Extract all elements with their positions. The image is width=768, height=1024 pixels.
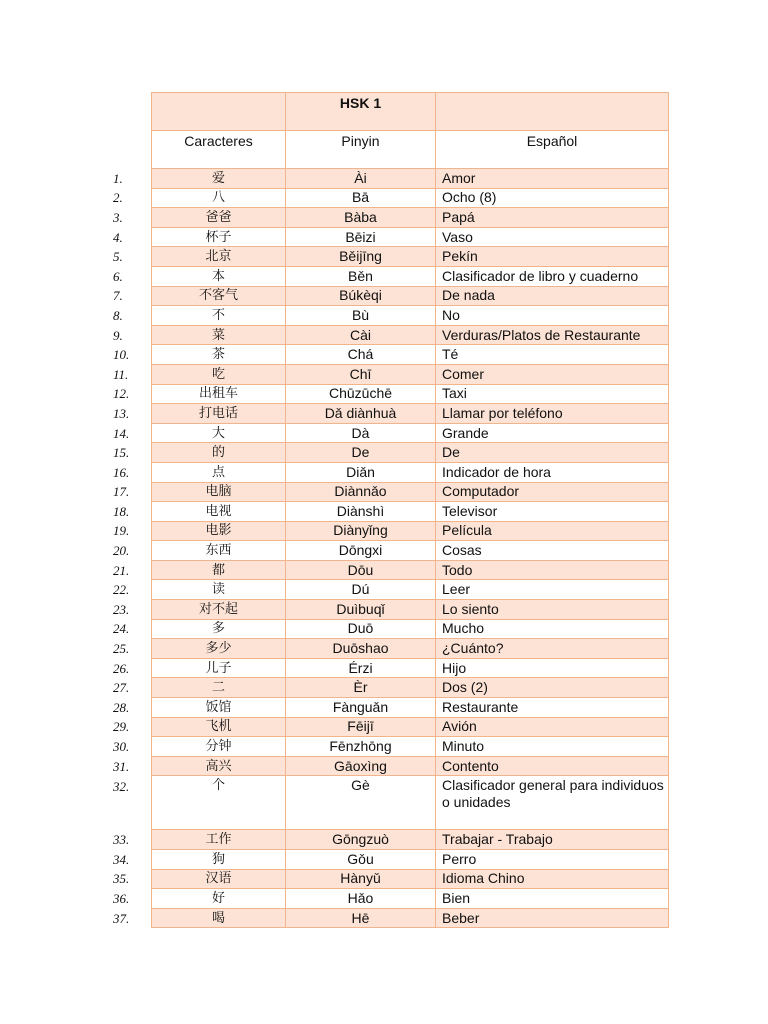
hanzi-cell: [113, 908, 286, 928]
hanzi-text: 工作: [205, 832, 232, 848]
table-title-row: [152, 93, 669, 131]
hanzi-cell: [113, 482, 286, 502]
hanzi-cell: [113, 364, 286, 384]
spanish-cell: Taxi: [436, 384, 669, 404]
table-row: [152, 639, 669, 659]
table-title: HSK 1: [286, 93, 436, 131]
table-row: [152, 600, 669, 620]
pinyin-cell: Gāoxìng: [286, 756, 436, 776]
row-number: 13.: [113, 405, 130, 421]
row-number: 5.: [113, 249, 123, 265]
row-number: 9.: [113, 327, 123, 343]
pinyin-cell: Érzi: [286, 658, 436, 678]
hanzi-cell: [113, 619, 286, 639]
pinyin-cell: Gōngzuò: [286, 830, 436, 850]
hanzi-text: 菜: [211, 327, 225, 343]
spanish-cell: Mucho: [436, 619, 669, 639]
hanzi-cell: [113, 639, 286, 659]
hanzi-cell: [113, 266, 286, 286]
pinyin-cell: De: [286, 443, 436, 463]
row-number: 11.: [113, 366, 129, 382]
row-number: 7.: [113, 288, 123, 304]
hanzi-cell: [113, 384, 286, 404]
hanzi-text: 饭馆: [205, 699, 232, 715]
hanzi-text: 高兴: [205, 758, 232, 774]
table-row: [152, 619, 669, 639]
title-empty-cell-right: [436, 93, 669, 131]
hanzi-text: 二: [211, 680, 225, 696]
pinyin-cell: Bēizi: [286, 227, 436, 247]
pinyin-cell: Bā: [286, 188, 436, 208]
table-row: [152, 306, 669, 326]
row-number: 20.: [113, 543, 130, 559]
spanish-cell: Ocho (8): [436, 188, 669, 208]
hanzi-text: 东西: [205, 543, 232, 559]
hanzi-cell: [113, 737, 286, 757]
hanzi-cell: [113, 869, 286, 889]
title-empty-cell-left: [152, 93, 286, 131]
pinyin-cell: Duìbuqǐ: [286, 600, 436, 620]
header-pinyin: Pinyin: [286, 131, 436, 169]
header-characters: Caracteres: [152, 131, 286, 169]
pinyin-cell: Diànnǎo: [286, 482, 436, 502]
pinyin-cell: Fēijī: [286, 717, 436, 737]
spanish-cell: De nada: [436, 286, 669, 306]
hanzi-text: 本: [211, 268, 225, 284]
pinyin-cell: Běijīng: [286, 247, 436, 267]
hanzi-text: 的: [211, 445, 225, 461]
row-number: 34.: [113, 851, 130, 867]
hanzi-text: 电影: [205, 523, 232, 539]
pinyin-cell: Gǒu: [286, 850, 436, 870]
row-number: 23.: [113, 601, 130, 617]
pinyin-cell: Diànshì: [286, 502, 436, 522]
row-number: 12.: [113, 386, 130, 402]
pinyin-cell: Fēnzhōng: [286, 737, 436, 757]
table-row: [152, 364, 669, 384]
hanzi-text: 儿子: [205, 660, 232, 676]
hanzi-text: 爱: [211, 170, 225, 186]
hanzi-text: 吃: [211, 366, 225, 382]
hanzi-cell: [113, 502, 286, 522]
row-number: 31.: [113, 758, 130, 774]
hanzi-text: 不客气: [198, 288, 238, 304]
hanzi-text: 爸爸: [205, 209, 232, 225]
pinyin-cell: Chī: [286, 364, 436, 384]
row-number: 33.: [113, 832, 130, 848]
hanzi-cell: [113, 580, 286, 600]
pinyin-cell: Dú: [286, 580, 436, 600]
pinyin-cell: Duō: [286, 619, 436, 639]
row-number: 35.: [113, 871, 130, 887]
hanzi-cell: [113, 325, 286, 345]
spanish-cell: Contento: [436, 756, 669, 776]
row-number: 14.: [113, 425, 130, 441]
table-row: [152, 830, 669, 850]
hanzi-text: 对不起: [198, 601, 238, 617]
spanish-cell: Televisor: [436, 502, 669, 522]
hanzi-cell: [113, 404, 286, 424]
row-number: 18.: [113, 503, 130, 519]
table-row: [152, 188, 669, 208]
hanzi-cell: [113, 169, 286, 189]
table-row: [152, 580, 669, 600]
hanzi-text: 北京: [205, 249, 232, 265]
table-row: [152, 541, 669, 561]
pinyin-cell: Hē: [286, 908, 436, 928]
spanish-cell: Película: [436, 521, 669, 541]
pinyin-cell: Diànyǐng: [286, 521, 436, 541]
table-row: [152, 169, 669, 189]
table-row: [152, 247, 669, 267]
pinyin-cell: Búkèqi: [286, 286, 436, 306]
hanzi-cell: [113, 560, 286, 580]
hanzi-text: 好: [211, 890, 225, 906]
hanzi-cell: [113, 306, 286, 326]
pinyin-cell: Hǎo: [286, 889, 436, 909]
table-row: [152, 286, 669, 306]
pinyin-cell: Hànyǔ: [286, 869, 436, 889]
table-row: [152, 678, 669, 698]
hanzi-text: 喝: [211, 910, 225, 926]
hanzi-cell: [113, 830, 286, 850]
hanzi-cell: [113, 188, 286, 208]
row-number: 2.: [113, 190, 123, 206]
hanzi-text: 点: [211, 464, 225, 480]
row-number: 32.: [113, 779, 130, 795]
hanzi-text: 个: [211, 778, 225, 794]
row-number: 37.: [113, 910, 130, 926]
spanish-cell: Dos (2): [436, 678, 669, 698]
hanzi-text: 八: [211, 190, 225, 206]
pinyin-cell: Chūzūchē: [286, 384, 436, 404]
row-number: 10.: [113, 347, 130, 363]
row-number: 30.: [113, 739, 130, 755]
spanish-cell: Verduras/Platos de Restaurante: [436, 325, 669, 345]
spanish-cell: Leer: [436, 580, 669, 600]
hanzi-cell: [113, 443, 286, 463]
spanish-cell: ¿Cuánto?: [436, 639, 669, 659]
pinyin-cell: Ài: [286, 169, 436, 189]
row-number: 6.: [113, 268, 123, 284]
pinyin-cell: Dōngxi: [286, 541, 436, 561]
hanzi-text: 都: [211, 562, 225, 578]
hanzi-cell: [113, 345, 286, 365]
pinyin-cell: Dà: [286, 423, 436, 443]
pinyin-cell: Èr: [286, 678, 436, 698]
row-number: 16.: [113, 464, 130, 480]
table-row: [152, 869, 669, 889]
table-header-row: [152, 131, 669, 169]
hanzi-cell: [113, 227, 286, 247]
pinyin-cell: Gè: [286, 776, 436, 830]
spanish-cell: Cosas: [436, 541, 669, 561]
pinyin-cell: Fànguǎn: [286, 698, 436, 718]
hanzi-text: 大: [211, 425, 225, 441]
hsk-vocabulary-table: [113, 92, 669, 928]
table-row: [152, 756, 669, 776]
table-row: [152, 776, 669, 830]
hanzi-cell: [113, 286, 286, 306]
hanzi-text: 读: [211, 582, 225, 598]
row-number: 26.: [113, 660, 130, 676]
spanish-cell: Clasificador general para individuos o unidades: [436, 776, 669, 830]
hanzi-cell: [113, 756, 286, 776]
spanish-cell: Grande: [436, 423, 669, 443]
table-row: [152, 227, 669, 247]
spanish-cell: Amor: [436, 169, 669, 189]
hanzi-text: 电视: [205, 503, 232, 519]
spanish-cell: Perro: [436, 850, 669, 870]
pinyin-cell: Duōshao: [286, 639, 436, 659]
pinyin-cell: Dōu: [286, 560, 436, 580]
spanish-cell: Avión: [436, 717, 669, 737]
spanish-cell: Computador: [436, 482, 669, 502]
spanish-cell: De: [436, 443, 669, 463]
table-row: [152, 889, 669, 909]
table-row: [152, 502, 669, 522]
hanzi-text: 打电话: [198, 405, 238, 421]
spanish-cell: Minuto: [436, 737, 669, 757]
row-number: 15.: [113, 445, 130, 461]
hanzi-text: 出租车: [198, 386, 238, 402]
spanish-cell: Idioma Chino: [436, 869, 669, 889]
table-row: [152, 462, 669, 482]
row-number: 25.: [113, 641, 130, 657]
table-row: [152, 266, 669, 286]
row-number: 17.: [113, 484, 130, 500]
spanish-cell: Clasificador de libro y cuaderno: [436, 266, 669, 286]
hanzi-cell: [113, 541, 286, 561]
hanzi-text: 电脑: [205, 484, 232, 500]
hanzi-text: 汉语: [205, 871, 232, 887]
hanzi-cell: [113, 247, 286, 267]
hanzi-cell: [113, 850, 286, 870]
row-number: 36.: [113, 890, 130, 906]
spanish-cell: No: [436, 306, 669, 326]
hanzi-cell: [113, 521, 286, 541]
spanish-cell: Restaurante: [436, 698, 669, 718]
spanish-cell: Beber: [436, 908, 669, 928]
table-row: [152, 698, 669, 718]
pinyin-cell: Běn: [286, 266, 436, 286]
spanish-cell: Té: [436, 345, 669, 365]
hanzi-text: 飞机: [205, 719, 232, 735]
table-row: [152, 908, 669, 928]
spanish-cell: Papá: [436, 208, 669, 228]
table-row: [152, 658, 669, 678]
row-number: 22.: [113, 582, 130, 598]
pinyin-cell: Bù: [286, 306, 436, 326]
table-row: [152, 325, 669, 345]
row-number: 21.: [113, 562, 130, 578]
hanzi-cell: [113, 462, 286, 482]
hanzi-text: 多: [211, 621, 225, 637]
table-row: [152, 521, 669, 541]
spanish-cell: Trabajar - Trabajo: [436, 830, 669, 850]
row-number: 1.: [113, 170, 123, 186]
table-row: [152, 384, 669, 404]
spanish-cell: Llamar por teléfono: [436, 404, 669, 424]
hanzi-text: 杯子: [205, 229, 232, 245]
table-row: [152, 443, 669, 463]
table-row: [152, 208, 669, 228]
spanish-cell: Hijo: [436, 658, 669, 678]
spanish-cell: Pekín: [436, 247, 669, 267]
table-row: [152, 482, 669, 502]
spanish-cell: Lo siento: [436, 600, 669, 620]
pinyin-cell: Dǎ diànhuà: [286, 404, 436, 424]
spanish-cell: Indicador de hora: [436, 462, 669, 482]
hanzi-cell: [113, 678, 286, 698]
row-number: 29.: [113, 719, 130, 735]
hanzi-text: 分钟: [205, 739, 232, 755]
hanzi-text: 不: [211, 307, 225, 323]
spanish-cell: Todo: [436, 560, 669, 580]
table-row: [152, 423, 669, 443]
hanzi-cell: [113, 717, 286, 737]
table-row: [152, 345, 669, 365]
spanish-cell: Vaso: [436, 227, 669, 247]
row-number: 27.: [113, 680, 130, 696]
row-number: 3.: [113, 209, 123, 225]
hanzi-text: 多少: [205, 641, 232, 657]
header-spanish: Español: [436, 131, 669, 169]
hanzi-cell: [113, 600, 286, 620]
spanish-cell: Bien: [436, 889, 669, 909]
hanzi-text: 茶: [211, 347, 225, 363]
row-number: 19.: [113, 523, 130, 539]
pinyin-cell: Bàba: [286, 208, 436, 228]
hanzi-cell: [113, 423, 286, 443]
hanzi-cell: [113, 658, 286, 678]
hanzi-cell: [113, 776, 286, 830]
hanzi-cell: [113, 698, 286, 718]
pinyin-cell: Cài: [286, 325, 436, 345]
pinyin-cell: Chá: [286, 345, 436, 365]
table-row: [152, 404, 669, 424]
hanzi-cell: [113, 208, 286, 228]
table-row: [152, 560, 669, 580]
pinyin-cell: Diǎn: [286, 462, 436, 482]
row-number: 24.: [113, 621, 130, 637]
table-row: [152, 850, 669, 870]
row-number: 4.: [113, 229, 123, 245]
row-number: 28.: [113, 699, 130, 715]
hanzi-cell: [113, 889, 286, 909]
hanzi-text: 狗: [211, 851, 225, 867]
table-row: [152, 717, 669, 737]
spanish-cell: Comer: [436, 364, 669, 384]
row-number: 8.: [113, 307, 123, 323]
table-row: [152, 737, 669, 757]
